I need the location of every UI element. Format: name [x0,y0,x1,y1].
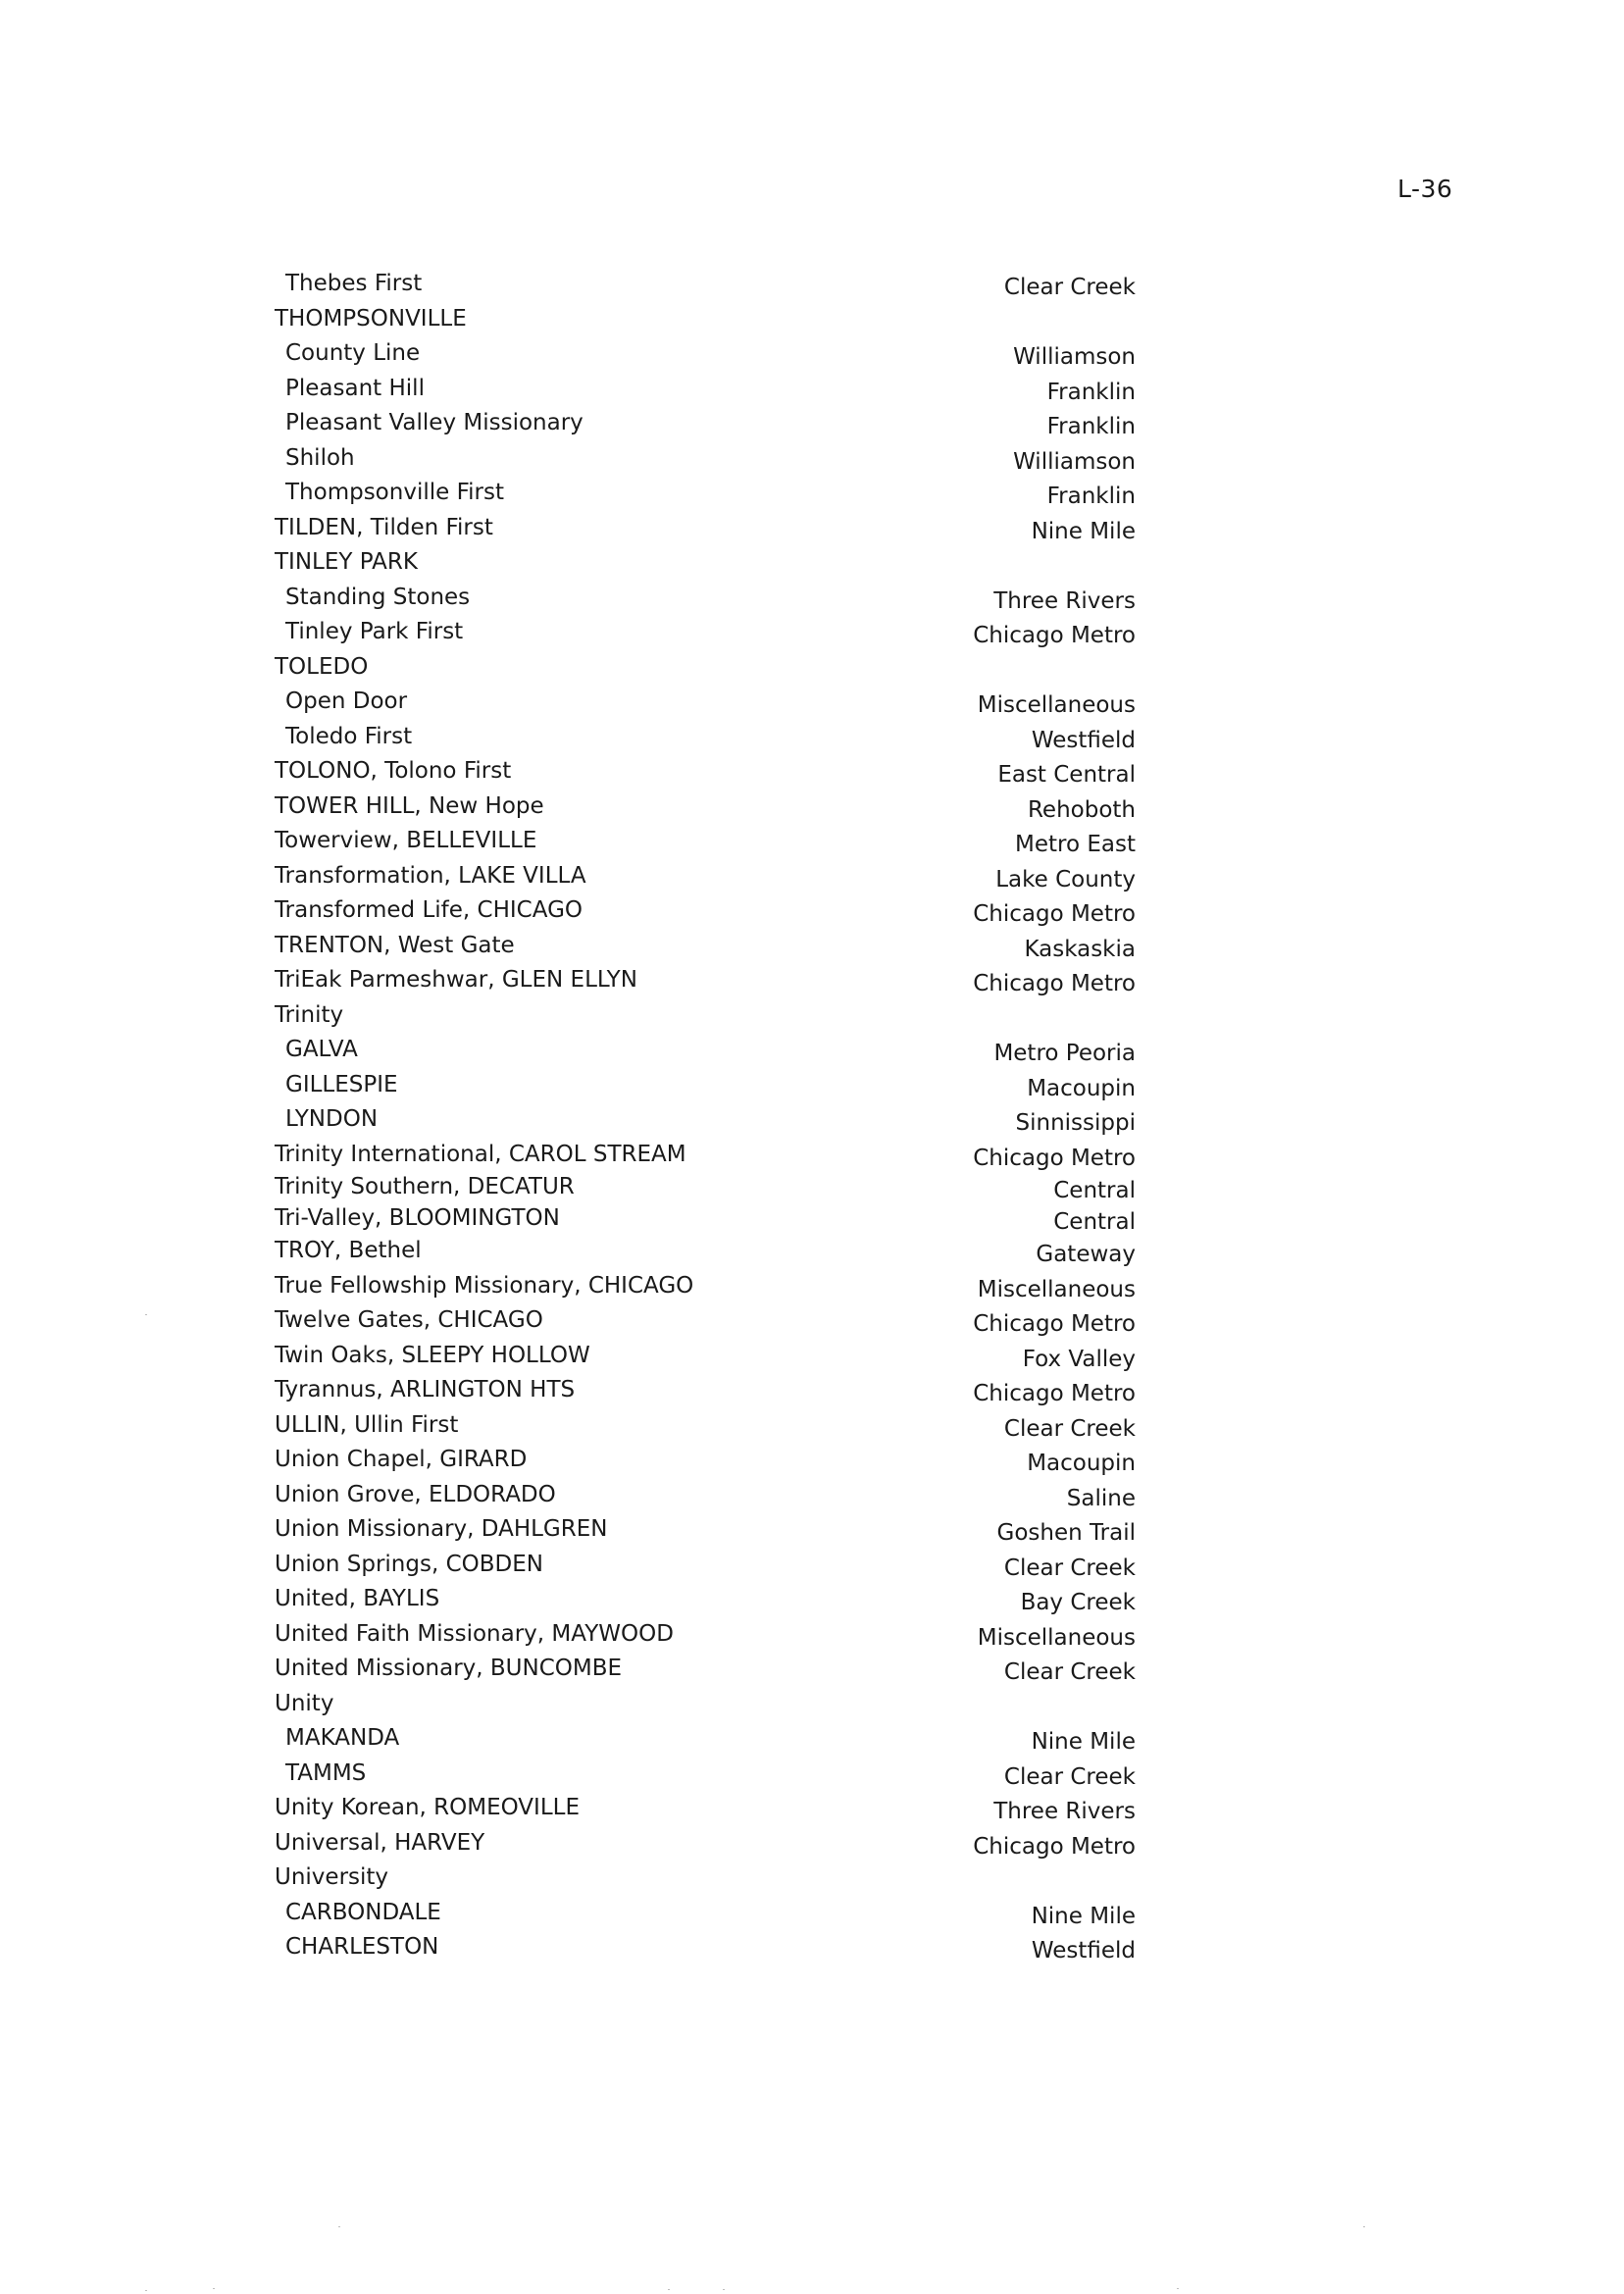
association-name: Saline [1066,1485,1136,1511]
directory-entry [273,267,1136,302]
directory-entry [273,650,1136,686]
directory-entry [273,929,1136,964]
association-name: Rehoboth [1027,796,1136,823]
church-name: TILDEN, Tilden First [275,514,493,540]
association-name: Goshen Trail [996,1520,1136,1546]
directory-entry [273,1234,1136,1269]
church-name: Unity [275,1690,334,1716]
church-name: Trinity Southern, DECATUR [275,1174,575,1199]
directory-entry [273,372,1136,407]
scan-speck [213,2288,215,2289]
directory-entry [273,1548,1136,1583]
association-name: Metro East [1015,832,1136,857]
church-directory-list [273,267,1136,1965]
directory-entry [273,893,1136,929]
directory-entry [273,824,1136,859]
church-name: Unity Korean, ROMEOVILLE [275,1795,580,1820]
association-name: Clear Creek [1003,1415,1136,1442]
directory-entry [273,1373,1136,1408]
directory-entry [273,302,1136,337]
scan-speck [1177,2288,1179,2289]
association-name: Chicago Metro [973,1381,1136,1406]
church-name: Shiloh [285,444,355,471]
scan-speck [145,1314,147,1315]
directory-entry [273,998,1136,1034]
church-name: Twin Oaks, SLEEPY HOLLOW [275,1342,590,1368]
church-name: TriEak Parmeshwar, GLEN ELLYN [275,967,637,993]
directory-entry [273,545,1136,581]
association-name: Central [1053,1178,1136,1203]
association-name: Chicago Metro [973,971,1136,996]
directory-entry [273,1930,1136,1965]
church-name: Union Missionary, DAHLGREN [275,1516,608,1542]
church-name: United Faith Missionary, MAYWOOD [275,1620,674,1647]
association-name: Gateway [1036,1242,1136,1267]
association-name: East Central [997,762,1136,788]
church-name: True Fellowship Missionary, CHICAGO [275,1272,694,1299]
church-name: Toledo First [285,723,413,749]
page-number: L-36 [1397,175,1453,203]
scan-speck [145,2290,147,2291]
directory-entry [273,581,1136,616]
church-name: Union Grove, ELDORADO [275,1481,556,1507]
church-name: TOLEDO [275,653,369,680]
association-name: Nine Mile [1031,1729,1136,1755]
directory-entry [273,406,1136,441]
directory-entry [273,1303,1136,1339]
directory-entry [273,1102,1136,1138]
church-name: Universal, HARVEY [275,1829,485,1856]
church-name: Twelve Gates, CHICAGO [275,1307,543,1333]
church-name: University [275,1864,389,1890]
scan-speck [723,2289,725,2290]
directory-entry [273,754,1136,790]
association-name: Westfield [1031,1938,1136,1963]
directory-entry [273,1203,1136,1235]
association-name: Chicago Metro [973,1833,1136,1860]
church-name: Towerview, BELLEVILLE [275,828,537,853]
association-name: Clear Creek [1003,1763,1136,1790]
church-name: Pleasant Valley Missionary [285,410,584,435]
church-name: United Missionary, BUNCOMBE [275,1656,623,1681]
directory-entry [273,1652,1136,1687]
directory-entry [273,1582,1136,1617]
directory-entry [273,685,1136,720]
association-name: Miscellaneous [977,692,1136,718]
directory-entry [273,1757,1136,1792]
directory-entry [273,1721,1136,1757]
church-name: United, BAYLIS [275,1586,440,1611]
association-name: Three Rivers [993,1799,1136,1824]
church-name: County Line [285,340,421,366]
church-name: CARBONDALE [285,1899,441,1925]
directory-entry [273,859,1136,894]
directory-entry [273,1617,1136,1653]
church-name: Transformation, LAKE VILLA [275,862,586,889]
church-name: Transformed Life, CHICAGO [275,897,583,923]
association-name: Nine Mile [1031,518,1136,544]
directory-entry [273,720,1136,755]
directory-entry [273,1172,1136,1203]
directory-entry [273,1138,1136,1173]
church-name: ULLIN, Ullin First [275,1411,459,1438]
church-name: Thebes First [285,271,423,296]
directory-entry [273,615,1136,650]
church-name: Tri-Valley, BLOOMINGTON [275,1204,560,1231]
association-name: Metro Peoria [993,1041,1136,1066]
directory-entry [273,1861,1136,1896]
association-name: Chicago Metro [973,1311,1136,1337]
directory-entry [273,1826,1136,1861]
church-name: Trinity International, CAROL STREAM [275,1141,686,1167]
association-name: Franklin [1046,484,1136,509]
association-name: Chicago Metro [973,1145,1136,1171]
association-name: Lake County [995,866,1136,892]
association-name: Clear Creek [1003,275,1136,300]
association-name: Fox Valley [1022,1346,1136,1372]
association-name: Chicago Metro [973,623,1136,648]
directory-entry [273,1443,1136,1478]
church-name: Pleasant Hill [285,375,425,401]
church-name: TROY, Bethel [275,1238,422,1263]
scan-speck [338,2226,340,2227]
directory-entry [273,790,1136,825]
church-name: GILLESPIE [285,1071,398,1097]
directory-entry [273,1791,1136,1826]
church-name: TOLONO, Tolono First [275,758,512,784]
church-name: Open Door [285,688,408,714]
church-name: Thompsonville First [285,480,504,505]
association-name: Nine Mile [1031,1903,1136,1929]
church-name: GALVA [285,1037,358,1062]
directory-entry [273,1512,1136,1548]
directory-entry [273,1068,1136,1103]
directory-entry [273,1269,1136,1304]
directory-entry [273,476,1136,511]
church-name: Tinley Park First [285,619,464,644]
scan-speck [1363,2226,1365,2227]
church-name: LYNDON [285,1106,379,1132]
church-name: THOMPSONVILLE [275,305,467,331]
church-name: Union Chapel, GIRARD [275,1447,528,1472]
association-name: Williamson [1013,448,1136,475]
directory-entry [273,1339,1136,1374]
directory-entry [273,963,1136,998]
association-name: Kaskaskia [1024,936,1136,962]
directory-entry [273,336,1136,372]
association-name: Miscellaneous [977,1276,1136,1302]
church-name: TINLEY PARK [275,549,418,575]
directory-entry [273,1478,1136,1513]
association-name: Westfield [1031,727,1136,753]
church-name: Standing Stones [285,584,471,610]
church-name: TAMMS [285,1759,367,1786]
association-name: Clear Creek [1003,1659,1136,1685]
scan-speck [668,2289,670,2290]
association-name: Chicago Metro [973,901,1136,927]
directory-entry [273,1687,1136,1722]
directory-entry [273,511,1136,546]
association-name: Franklin [1046,379,1136,405]
church-name: MAKANDA [285,1725,400,1751]
directory-entry [273,1896,1136,1931]
church-name: CHARLESTON [285,1934,439,1960]
church-name: TOWER HILL, New Hope [275,792,544,819]
association-name: Three Rivers [993,587,1136,614]
association-name: Central [1053,1208,1136,1235]
association-name: Clear Creek [1003,1555,1136,1581]
church-name: Trinity [275,1001,344,1028]
association-name: Sinnissippi [1015,1110,1136,1136]
directory-entry [273,441,1136,477]
church-name: Union Springs, COBDEN [275,1551,543,1577]
church-name: TRENTON, West Gate [275,932,515,958]
directory-entry [273,1408,1136,1444]
association-name: Miscellaneous [977,1624,1136,1651]
association-name: Franklin [1046,414,1136,439]
association-name: Macoupin [1027,1075,1136,1101]
association-name: Macoupin [1027,1451,1136,1476]
association-name: Bay Creek [1020,1590,1136,1615]
association-name: Williamson [1013,344,1136,370]
directory-entry [273,1033,1136,1068]
church-name: Tyrannus, ARLINGTON HTS [275,1377,576,1402]
